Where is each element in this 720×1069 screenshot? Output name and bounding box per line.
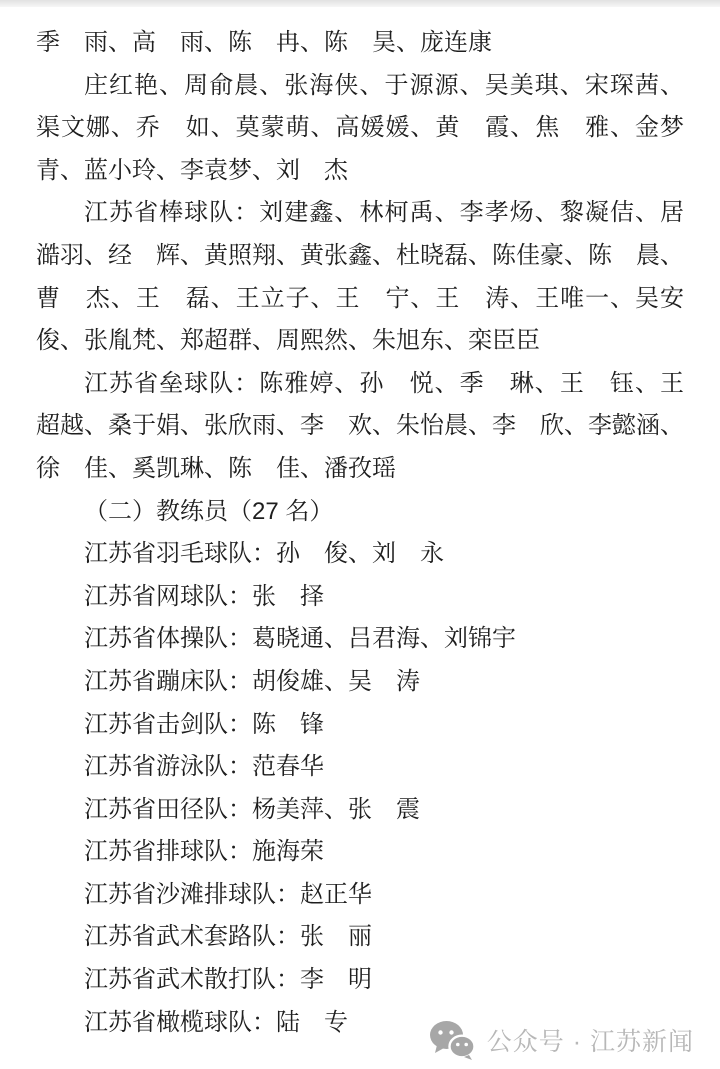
wechat-icon [429, 1020, 475, 1060]
section-heading-coaches: （二）教练员（27 名） [84, 497, 334, 525]
text-line: 江苏省排球队：施海荣 [84, 838, 324, 866]
text-line: 江苏省武术散打队：李 明 [84, 966, 372, 994]
text-line: 渠文娜、乔 如、莫蒙萌、高媛媛、黄 霞、焦 雅、金梦 [36, 114, 684, 142]
watermark [429, 1018, 694, 1062]
text-line: 曹 杰、王 磊、王立子、王 宁、王 涛、王唯一、吴安 [36, 284, 684, 312]
text-line: 江苏省橄榄球队：陆 专 [84, 1008, 348, 1036]
text-line: 江苏省击剑队：陈 锋 [84, 710, 324, 738]
text-line: 江苏省棒球队：刘建鑫、林柯禹、李孝炀、黎凝佶、居 [84, 199, 684, 227]
watermark-label: 公众号 · 江苏新闻 [486, 1028, 694, 1056]
text-line: 澔羽、经 辉、黄照翔、黄张鑫、杜晓磊、陈佳豪、陈 晨、 [36, 241, 684, 269]
text-line: 超越、桑于娟、张欣雨、李 欢、朱怡晨、李 欣、李懿涵、 [36, 412, 684, 440]
text-line: 江苏省武术套路队：张 丽 [84, 923, 372, 951]
text-line: 江苏省游泳队：范春华 [84, 753, 324, 781]
text-line: 江苏省垒球队：陈雅婷、孙 悦、季 琳、王 钰、王 [84, 369, 684, 397]
text-line: 江苏省蹦床队：胡俊雄、吴 涛 [84, 667, 420, 695]
text-line: 江苏省羽毛球队：孙 俊、刘 永 [84, 540, 444, 568]
text-line: 江苏省网球队：张 择 [84, 582, 324, 610]
text-line: 庄红艳、周俞晨、张海侠、于源源、吴美琪、宋琛茜、 [84, 71, 684, 99]
text-line: 青、蓝小玲、李袁梦、刘 杰 [36, 156, 348, 184]
text-line: 江苏省田径队：杨美萍、张 震 [84, 795, 420, 823]
text-line: 徐 佳、奚凯琳、陈 佳、潘孜瑶 [36, 454, 396, 482]
document-text-block [36, 22, 684, 1044]
page-top-edge [0, 0, 720, 7]
text-line: 俊、张胤梵、郑超群、周熙然、朱旭东、栾臣臣 [36, 327, 540, 355]
text-line: 季 雨、高 雨、陈 冉、陈 昊、庞连康 [36, 29, 492, 56]
text-line: 江苏省体操队：葛晓通、吕君海、刘锦宇 [84, 625, 516, 653]
text-line: 江苏省沙滩排球队：赵正华 [84, 880, 372, 908]
